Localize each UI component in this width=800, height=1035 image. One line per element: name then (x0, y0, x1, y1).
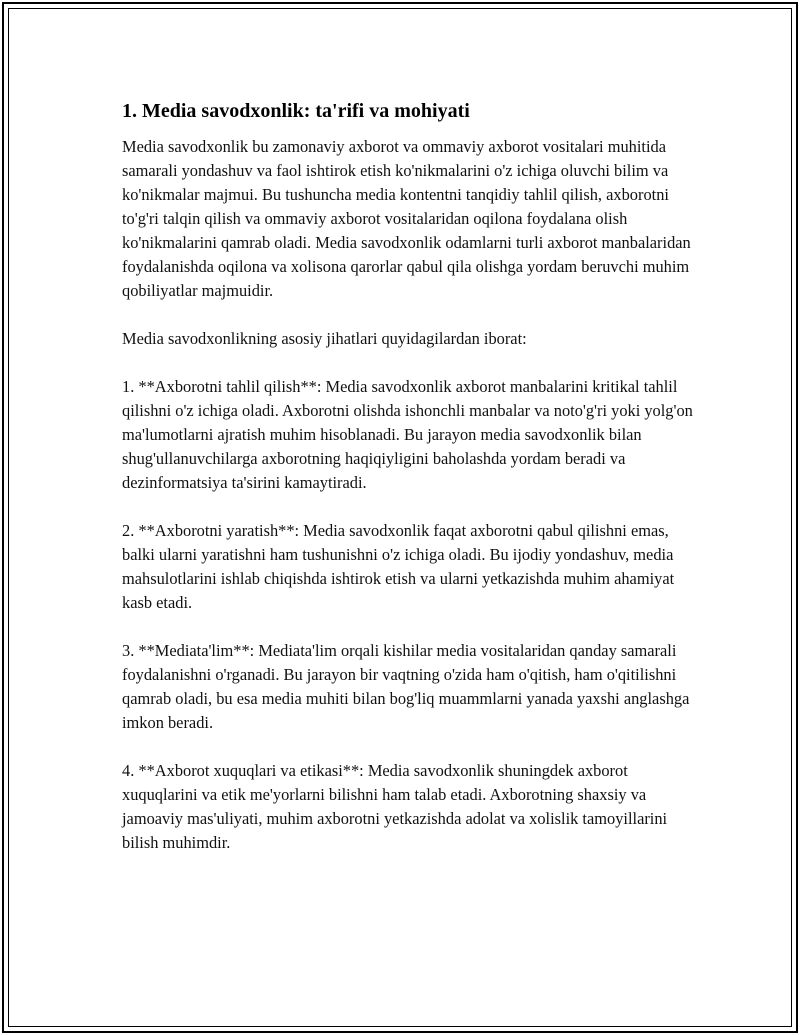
section-heading: 1. Media savodxonlik: ta'rifi va mohiyati (122, 100, 470, 122)
paragraph-item-3: 3. **Mediata'lim**: Mediata'lim orqali kishilar media vositalaridan qanday samarali foydalanishni o'rganadi. Bu jarayon bir vaqtning o'zida ham o'qitish, ham o'qitilishni qamrab oladi, bu esa media muhiti bilan bog'liq muammlarni yanada yaxshi anglashga imkon beradi. (122, 641, 690, 732)
paragraph-item-1: 1. **Axborotni tahlil qilish**: Media savodxonlik axborot manbalarini kritikal tahlil qilishni o'z ichiga oladi. Axborotni olishda ishonchli manbalar va noto'g'ri yoki yolg'on ma'lumotlarni ajratish muhim hisoblanadi. Bu jarayon media savodxonlik bilan shug'ullanuvchilarga axborotning haqiqiyligini baholashda yordam beradi va dezinformatsiya ta'sirini kamaytiradi. (122, 377, 693, 492)
document-page (2, 2, 798, 1033)
paragraph-item-2: 2. **Axborotni yaratish**: Media savodxonlik faqat axborotni qabul qilishni emas, balki ularni yaratishni ham tushunishni o'z ichiga oladi. Bu ijodiy yondashuv, media mahsulotlarini ishlab chiqishda ishtirok etish va ularni yetkazishda muhim ahamiyat kasb etadi. (122, 521, 675, 612)
document-body (122, 99, 702, 879)
paragraph-item-4: 4. **Axborot xuquqlari va etikasi**: Media savodxonlik shuningdek axborot xuquqlarini va etik me'yorlarni bilishni ham talab etadi. Axborotning shaxsiy va jamoaviy mas'uliyati, muhim axborotni yetkazishda adolat va xolislik tamoyillarini bilish muhimdir. (122, 761, 668, 852)
paragraph-intro-list: Media savodxonlikning asosiy jihatlari quyidagilardan iborat: (122, 329, 527, 348)
paragraph-definition: Media savodxonlik bu zamonaviy axborot va ommaviy axborot vositalari muhitida samarali yondashuv va faol ishtirok etish ko'nikmalarini o'z ichiga oluvchi bilim va ko'nikmalar majmui. Bu tushuncha media kontentni tanqidiy tahlil qilish, axborotni to'g'ri talqin qilish va ommaviy axborot vositalaridan oqilona foydalana olish ko'nikmalarini qamrab oladi. Media savodxonlik odamlarni turli axborot manbalaridan foydalanishda oqilona va xolisona qarorlar qabul qila olishga yordam beruvchi muhim qobiliyatlar majmuidir. (122, 137, 691, 300)
